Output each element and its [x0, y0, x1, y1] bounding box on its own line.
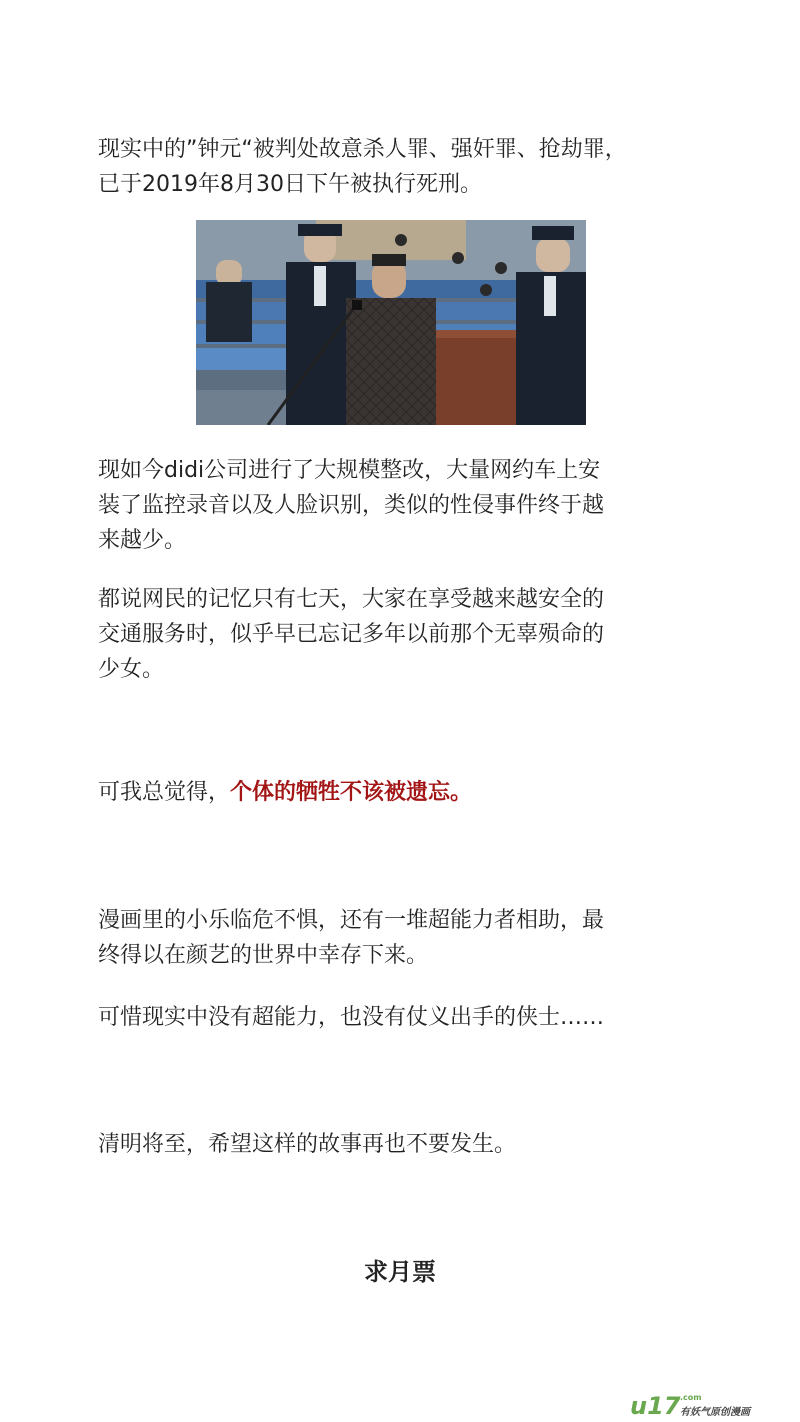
text-line: 少女。	[98, 657, 165, 682]
text-line: 装了监控录音以及人脸识别，类似的性侵事件终于越	[98, 493, 605, 518]
text-line	[98, 775, 728, 810]
u17-logo	[630, 1390, 780, 1418]
highlighted-text: 个体的牺牲不该被遗忘。	[230, 780, 473, 805]
text-line: 漫画里的小乐临危不惧，还有一堆超能力者相助，最	[98, 908, 605, 933]
courtroom-photo	[196, 220, 586, 425]
logo-tagline-text: 有妖气原创漫画	[680, 1407, 750, 1418]
text-line: 现如今didi公司进行了大规模整改，大量网约车上安	[98, 458, 601, 483]
text-line: 都说网民的记忆只有七天，大家在享受越来越安全的	[98, 587, 605, 612]
text-line: 来越少。	[98, 528, 187, 553]
text-prefix: 可我总觉得，	[98, 780, 231, 805]
logo-domain-text: .com	[680, 1393, 702, 1402]
text-line: 终得以在颜艺的世界中幸存下来。	[98, 943, 429, 968]
text-line: 清明将至，希望这样的故事再也不要发生。	[98, 1132, 517, 1157]
text-line: 已于2019年8月30日下午被执行死刑。	[98, 172, 482, 197]
text-line: 交通服务时，似乎早已忘记多年以前那个无辜殒命的	[98, 622, 605, 647]
text-line: 现实中的”钟元“被判处故意杀人罪、强奸罪、抢劫罪，	[98, 137, 627, 162]
closing-request: 求月票	[364, 1258, 436, 1286]
text-line: 可惜现实中没有超能力，也没有仗义出手的侠士……	[98, 1005, 605, 1030]
logo-main-text: u17	[630, 1392, 681, 1418]
